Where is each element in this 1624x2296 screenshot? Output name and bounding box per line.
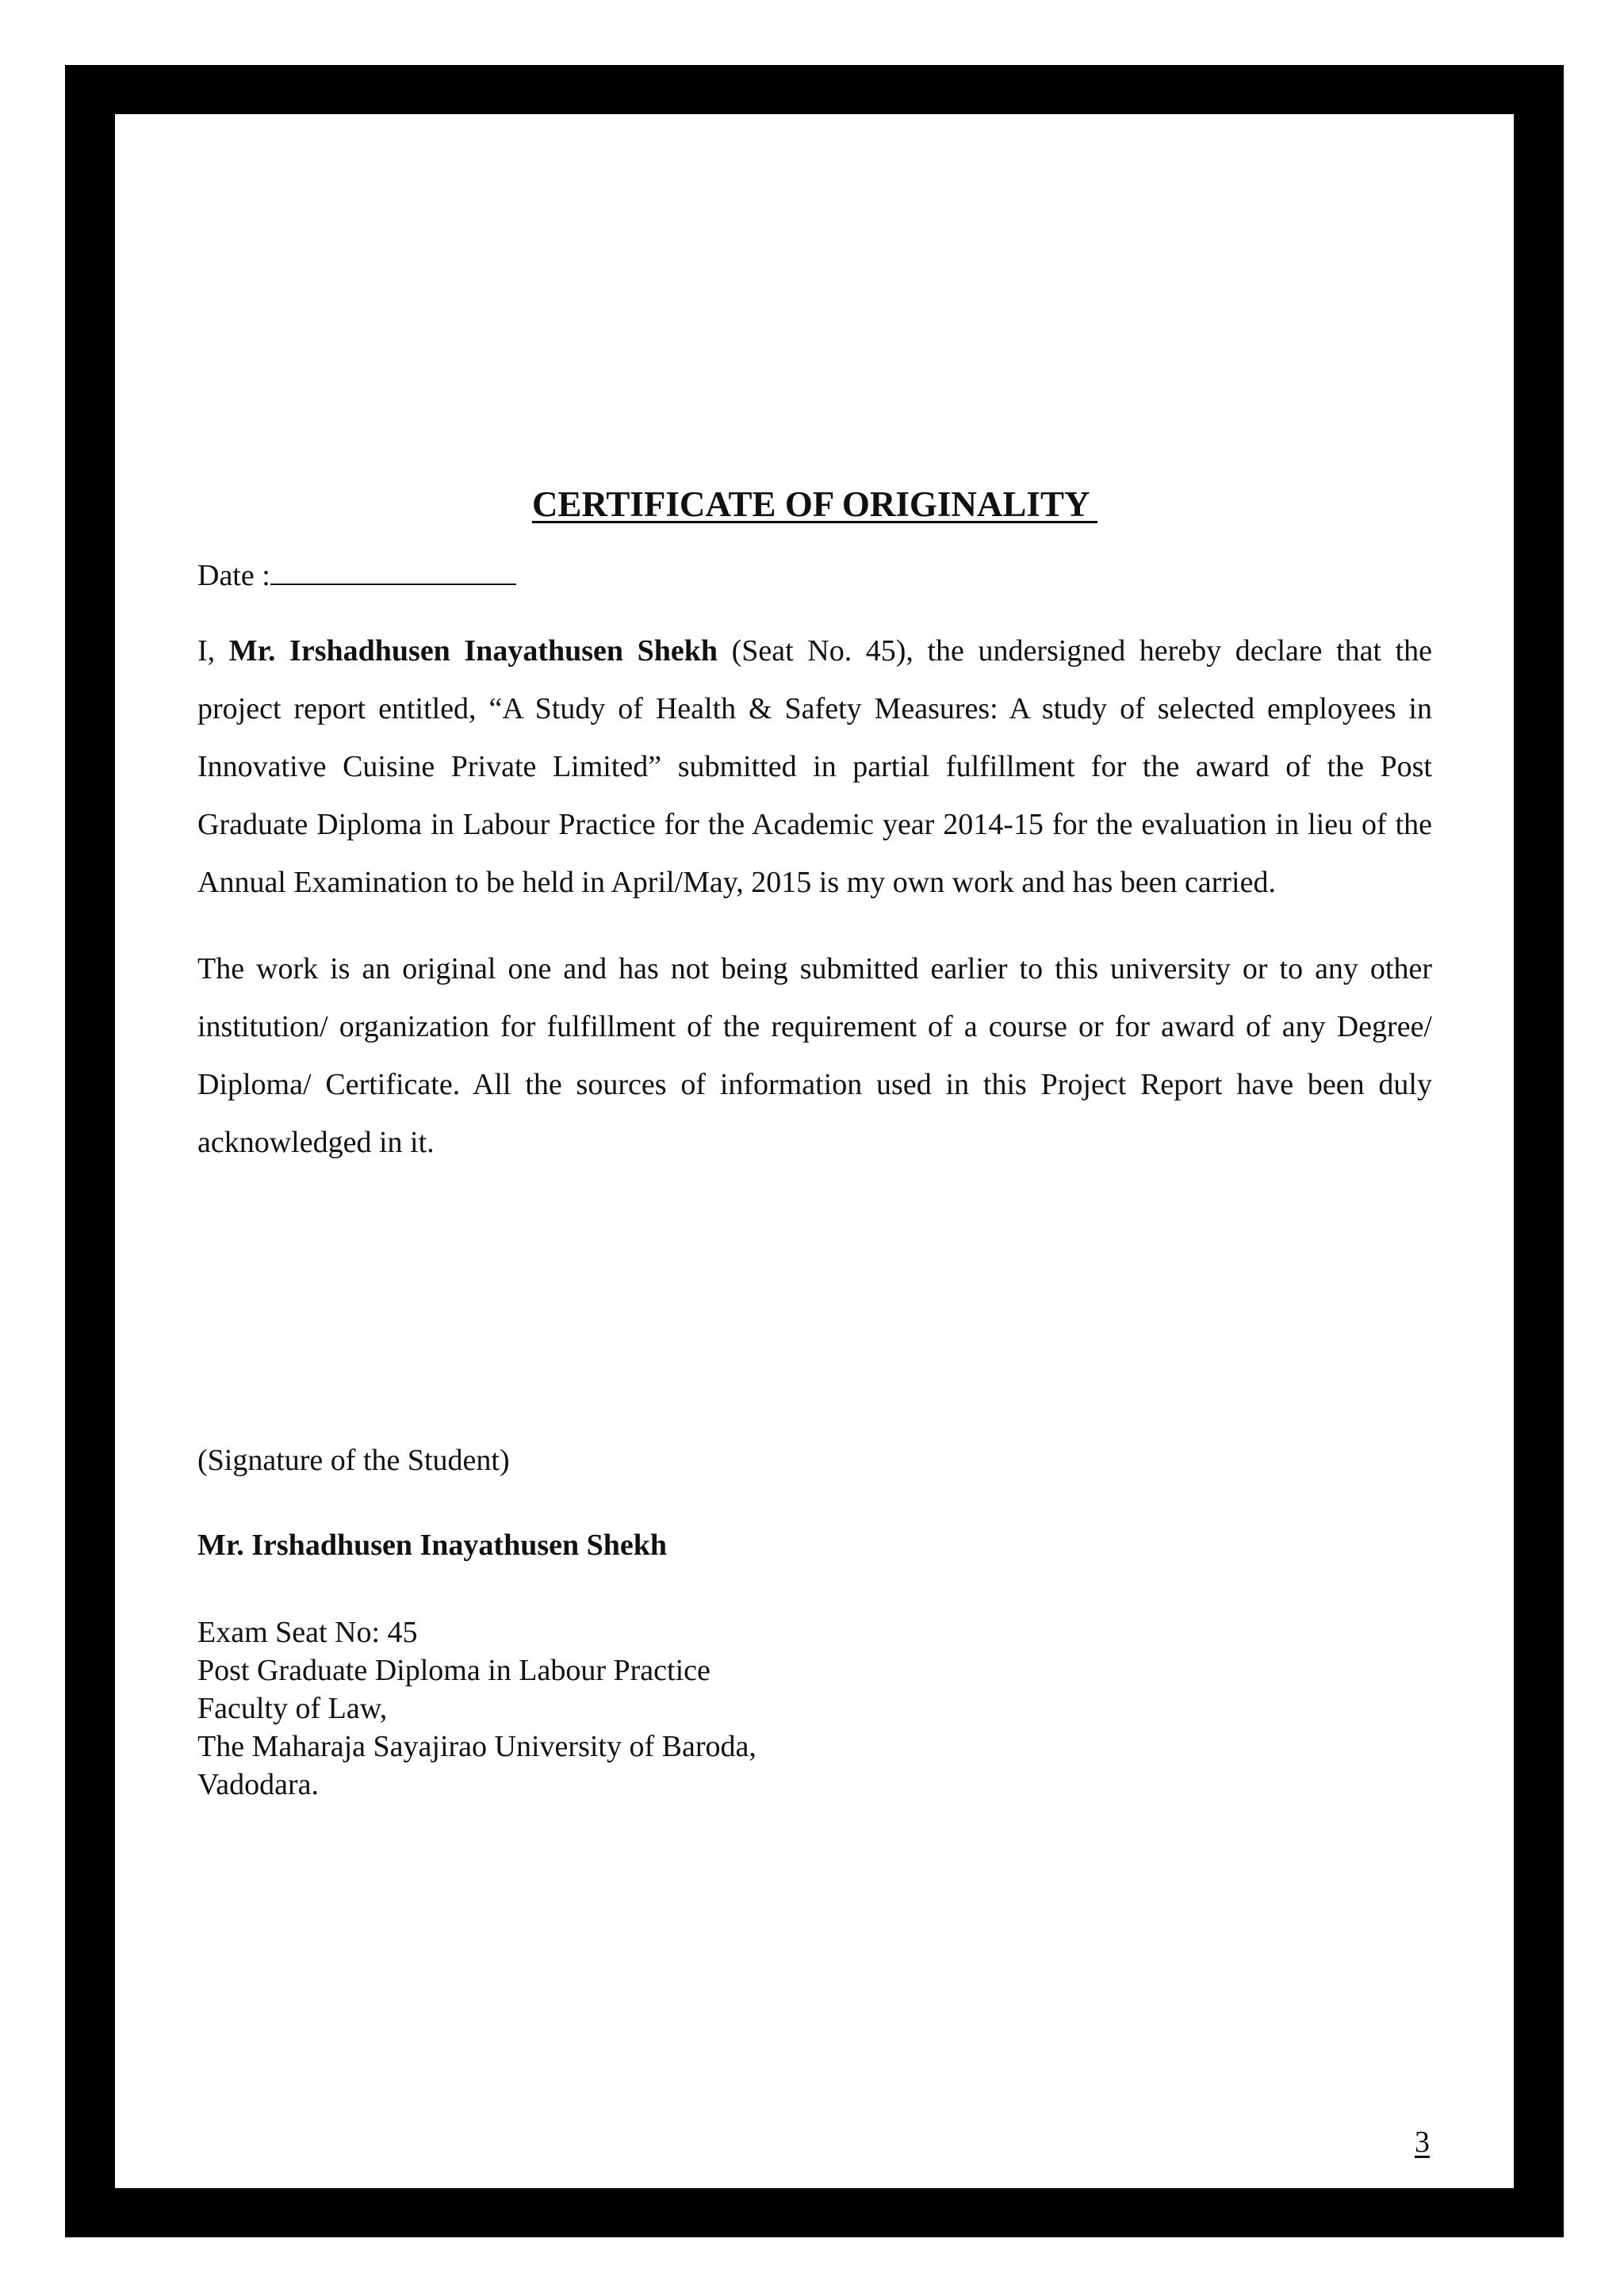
date-blank-field [270, 560, 516, 585]
student-address [197, 1613, 756, 1804]
certificate-content [197, 484, 1432, 1200]
signature-block [197, 1441, 756, 1804]
student-name-inline: Mr. Irshadhusen Inayathusen Shekh [228, 633, 718, 668]
address-line: Vadodara. [197, 1767, 319, 1801]
address-line: Exam Seat No: 45 [197, 1615, 418, 1649]
declaration-paragraph [197, 622, 1432, 912]
declaration-intro: I, [197, 633, 229, 668]
certificate-title: CERTIFICATE OF ORIGINALITY [531, 484, 1098, 524]
date-label: Date : [197, 559, 270, 592]
address-line: The Maharaja Sayajirao University of Baroda, [197, 1729, 756, 1763]
page-number: 3 [1415, 2126, 1430, 2159]
signature-label: (Signature of the Student) [197, 1444, 510, 1477]
address-line: Post Graduate Diploma in Labour Practice [197, 1653, 710, 1687]
declaration-body: (Seat No. 45), the undersigned hereby declare that the project report entitled, “A Study of Health & Safety Measures: A study of selected employees in Innovative Cuisine Private Limited” submitted in partial fulfillment for the award of the Post Graduate Diploma in Labour Practice for the Academic year 2014-15 for the evaluation in lieu of the Annual Examination to be held in April/May, 2015 is my own work and has been carried. [197, 633, 1432, 899]
originality-paragraph: The work is an original one and has not being submitted earlier to this university or to any other institution/ organization for fulfillment of the requirement of a course or for award of any Degree/ Diploma/ Certificate. All the sources of information used in this Project Report have been duly acknowledged in it. [197, 951, 1432, 1159]
date-line [197, 552, 1432, 600]
signature-name: Mr. Irshadhusen Inayathusen Shekh [197, 1529, 668, 1563]
address-line: Faculty of Law, [197, 1691, 388, 1725]
